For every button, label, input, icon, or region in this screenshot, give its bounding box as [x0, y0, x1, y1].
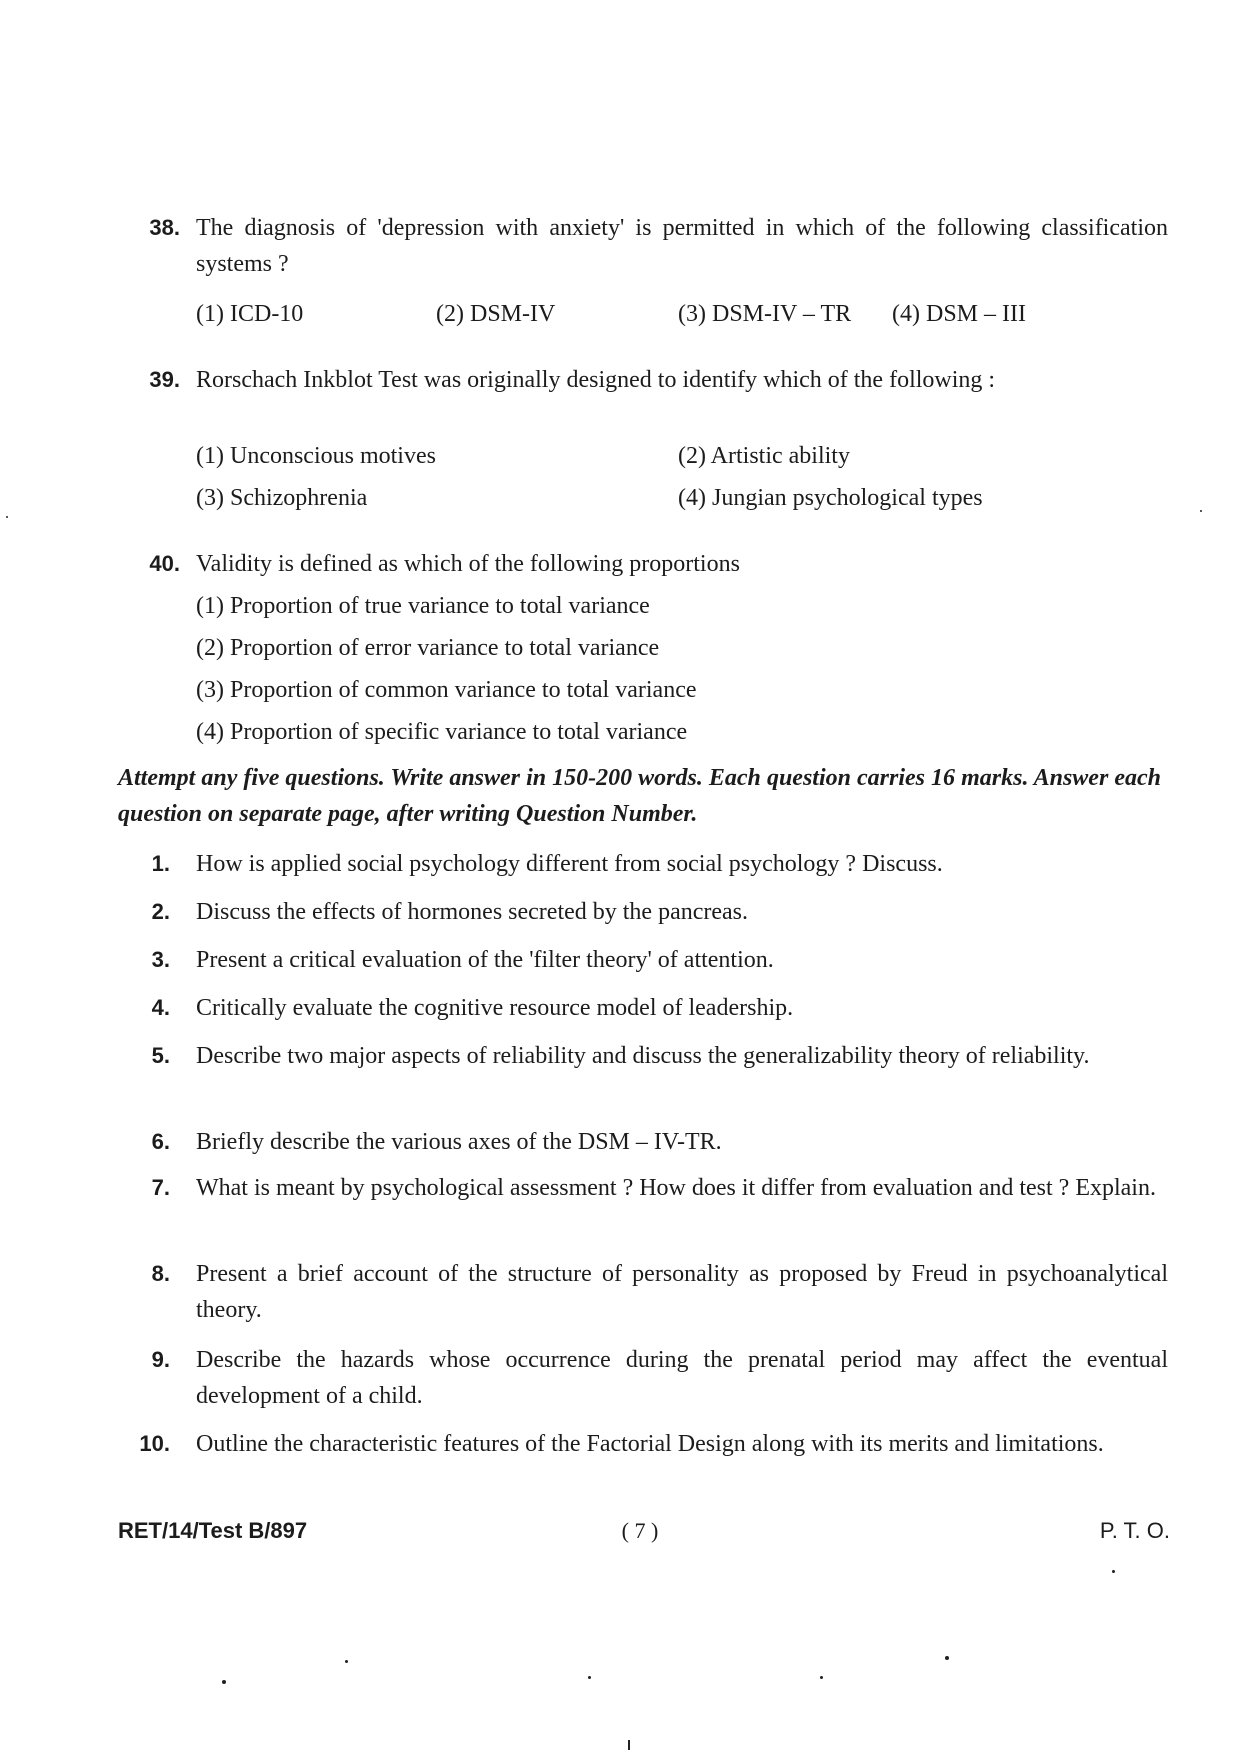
question-text: The diagnosis of 'depression with anxiety' is permitted in which of the following classification systems ?: [196, 215, 1168, 277]
option-1: (1) ICD-10: [196, 301, 304, 327]
scan-speck: [820, 1676, 823, 1679]
option-2: (2) Proportion of error variance to total variance: [196, 635, 660, 661]
question-text: Briefly describe the various axes of the DSM – IV-TR.: [196, 1129, 722, 1155]
page-number: ( 7 ): [621, 1518, 659, 1543]
option-1: (1) Proportion of true variance to total variance: [196, 593, 650, 619]
question-number: 6.: [151, 1129, 170, 1154]
scan-speck: [945, 1656, 949, 1660]
question-text: Discuss the effects of hormones secreted by the pancreas.: [196, 899, 749, 925]
please-turn-over: P. T. O.: [1099, 1518, 1170, 1543]
question-number: 4.: [151, 995, 170, 1020]
question-number: 9.: [151, 1347, 170, 1372]
question-number: 38.: [149, 215, 180, 240]
question-number: 3.: [151, 947, 170, 972]
question-number: 1.: [151, 851, 170, 876]
options-row: [196, 670, 1168, 710]
scan-speck: [1112, 1570, 1115, 1573]
option-3: (3) Schizophrenia: [196, 485, 368, 511]
question-text: Describe two major aspects of reliability and discuss the generalizability theory of reliability.: [196, 1043, 1090, 1069]
scan-speck: [6, 516, 8, 518]
scan-speck: [628, 1740, 630, 1750]
question-number: 40.: [149, 551, 180, 576]
option-4: (4) Proportion of specific variance to total variance: [196, 719, 688, 745]
question-text: Validity is defined as which of the following proportions: [196, 551, 740, 577]
options-row: [196, 586, 1168, 626]
scan-speck: [1200, 510, 1202, 512]
option-3: (3) Proportion of common variance to total variance: [196, 677, 697, 703]
question-text: Outline the characteristic features of the Factorial Design along with its merits and limitations.: [196, 1431, 1104, 1457]
options-row: [196, 628, 1168, 668]
question-number: 7.: [151, 1175, 170, 1200]
option-4: (4) DSM – III: [892, 301, 1026, 327]
question-number: 10.: [139, 1431, 170, 1456]
question-number: 8.: [151, 1261, 170, 1286]
options-row: [196, 294, 1168, 334]
scan-speck: [222, 1680, 226, 1684]
question-text: Present a critical evaluation of the 'filter theory' of attention.: [196, 947, 774, 973]
question-text: Present a brief account of the structure of personality as proposed by Freud in psychoanalytical theory.: [196, 1261, 1168, 1323]
scan-speck: [345, 1660, 348, 1663]
question-text: Describe the hazards whose occurrence during the prenatal period may affect the eventual development of a child.: [196, 1347, 1168, 1409]
question-text: How is applied social psychology different from social psychology ? Discuss.: [196, 851, 943, 877]
scan-speck: [588, 1676, 591, 1679]
option-1: (1) Unconscious motives: [196, 443, 436, 469]
options-row: [196, 712, 1168, 752]
option-2: (2) Artistic ability: [678, 443, 850, 469]
question-text: Rorschach Inkblot Test was originally designed to identify which of the following :: [196, 367, 996, 393]
question-text: Critically evaluate the cognitive resource model of leadership.: [196, 995, 794, 1021]
question-number: 39.: [149, 367, 180, 392]
options-row: [196, 478, 1168, 518]
paper-code: RET/14/Test B/897: [118, 1518, 308, 1543]
section-instructions: Attempt any five questions. Write answer in 150-200 words. Each question carries 16 marks. Answer each question on separate page, after writing Question Number.: [118, 765, 1161, 827]
option-3: (3) DSM-IV – TR: [678, 301, 852, 327]
option-2: (2) DSM-IV: [436, 301, 556, 327]
question-number: 5.: [151, 1043, 170, 1068]
option-4: (4) Jungian psychological types: [678, 485, 983, 511]
question-number: 2.: [151, 899, 170, 924]
options-row: [196, 436, 1168, 476]
question-text: What is meant by psychological assessment ? How does it differ from evaluation and test ? Explain.: [196, 1175, 1156, 1201]
